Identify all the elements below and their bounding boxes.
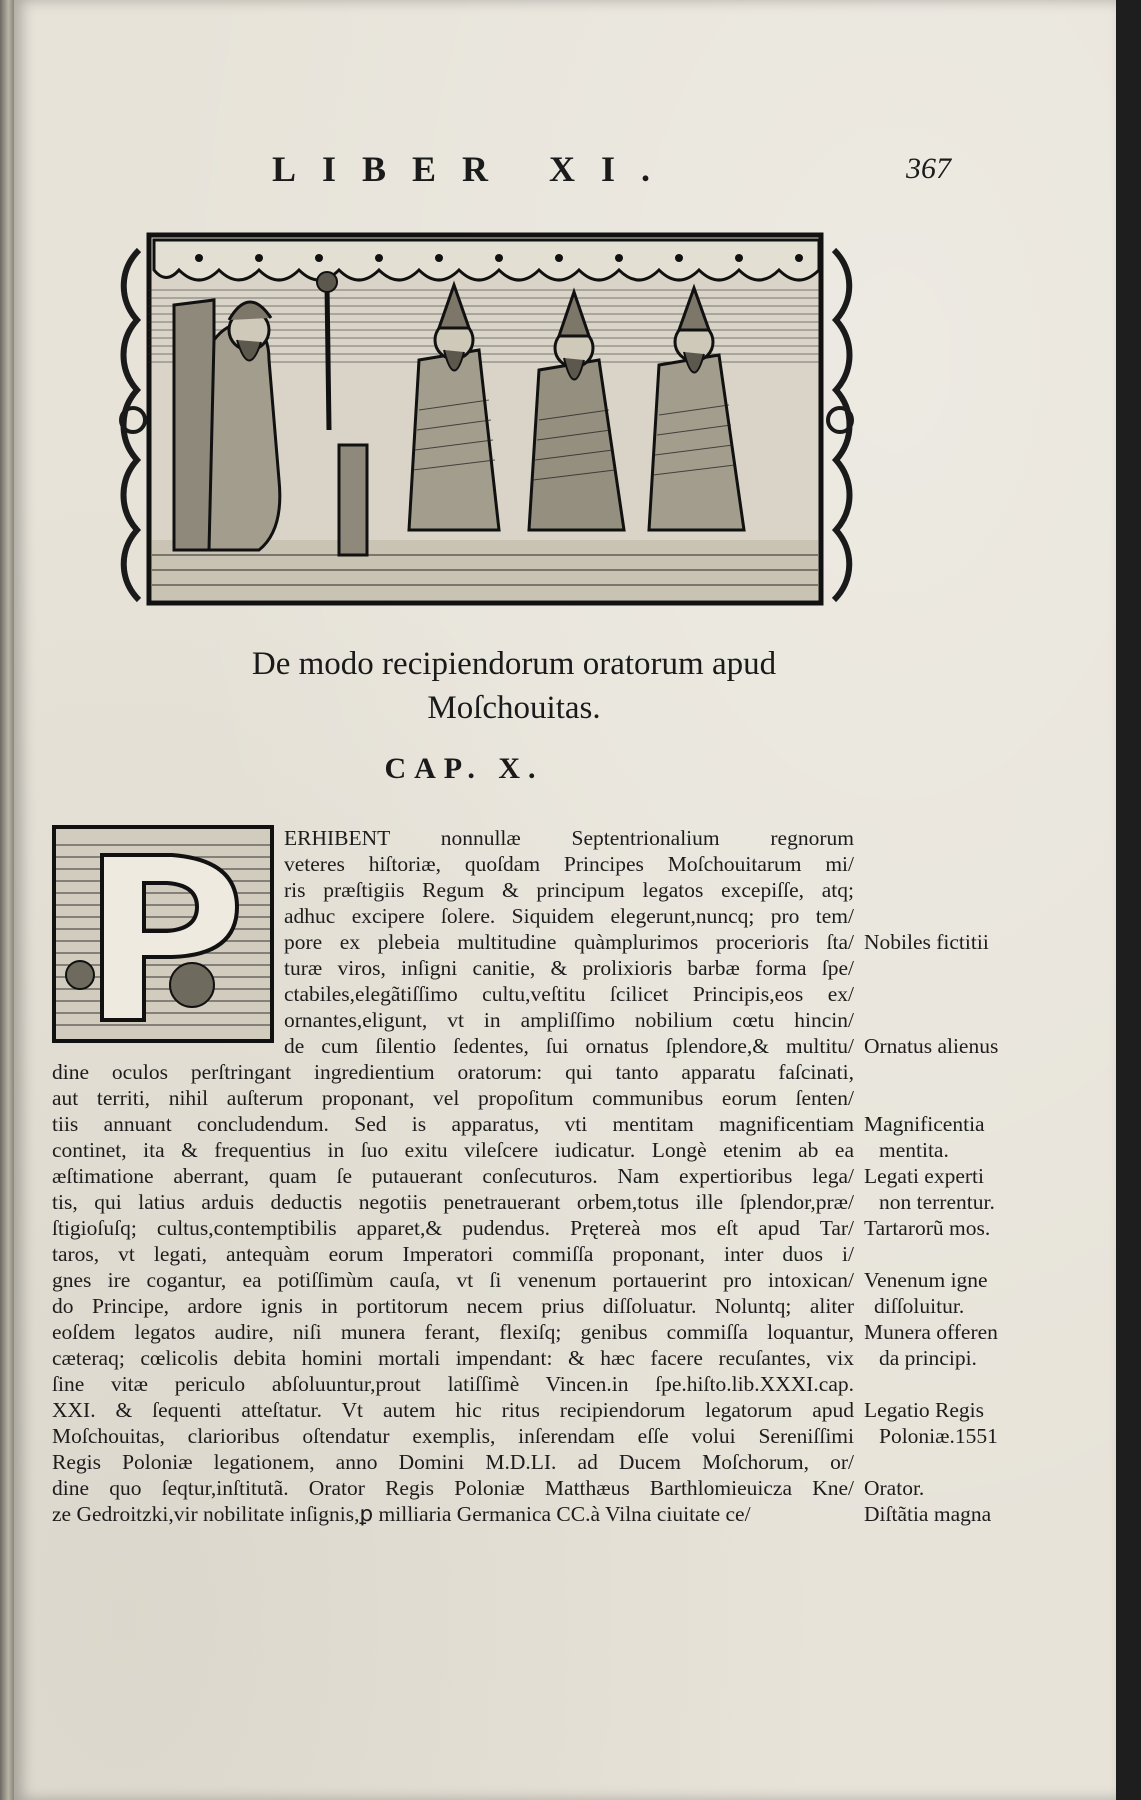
text-line: gnes ire cogantur, ea potiſſimùm cauſa, vt ſi venenum portauerint pro intoxican/ bbox=[52, 1268, 854, 1292]
text-line: veteres hiſtoriæ, quoſdam Principes Moſchouitarum mi/ bbox=[284, 852, 854, 876]
marginal-note: mentita. bbox=[879, 1138, 949, 1162]
marginal-note: Tartarorũ mos. bbox=[864, 1216, 991, 1240]
text-line: tiis annuant concludendum. Sed is apparatus, vti mentitam magnificentiam bbox=[52, 1112, 854, 1136]
decorated-initial bbox=[52, 825, 274, 1043]
text-line: cæteraq; cœlicolis debita homini mortali impendant: & hæc facere recuſantes, vix bbox=[52, 1346, 854, 1370]
marginal-note: Munera offeren bbox=[864, 1320, 998, 1344]
text-line: continet, ita & frequentius in ſuo exitu vileſcere iudicatur. Longè etenim ab ea bbox=[52, 1138, 854, 1162]
text-line: do Principe, ardore ignis in portitorum necem prius diſſoluatur. Noluntq; aliter bbox=[52, 1294, 854, 1318]
running-title: LIBER XI. bbox=[272, 149, 677, 189]
marginal-note: Orator. bbox=[864, 1476, 925, 1500]
text-line: turæ viros, inſigni canitie, & prolixioris barbæ forma ſpe/ bbox=[284, 956, 854, 980]
marginal-note: diſſoluitur. bbox=[874, 1294, 965, 1318]
marginal-note: Magnificentia bbox=[864, 1112, 985, 1136]
marginal-note: da principi. bbox=[879, 1346, 977, 1370]
text-line: XXI. & ſequenti atteſtatur. Vt autem hic ritus recipiendorum legatorum apud bbox=[52, 1398, 854, 1422]
text-line: Regis Poloniæ legationem, anno Domini M.D.LI. ad Ducem Moſchorum, or/ bbox=[52, 1450, 854, 1474]
marginal-note: Ornatus alienus bbox=[864, 1034, 999, 1058]
book-spine bbox=[0, 0, 14, 1800]
text-line: tis, qui latius arduis deductis negotiis penetrauerant orbem,totus ille ſplendor,præ/ bbox=[52, 1190, 854, 1214]
marginal-note: Nobiles fictitii bbox=[864, 930, 989, 954]
text-line: ze Gedroitzki,vir nobilitate inſignis,ꝑ milliaria Germanica CC.à Vilna ciuitate ce/ bbox=[52, 1502, 751, 1526]
text-line: ERHIBENT nonnullæ Septentrionalium regnorum bbox=[284, 826, 854, 850]
page-header bbox=[14, 148, 1116, 188]
text-line: eoſdem legatos audire, niſi munera ferant, flexiſq; genibus commiſſa loquantur, bbox=[52, 1320, 854, 1344]
marginal-note: Legati experti bbox=[864, 1164, 984, 1188]
book-page bbox=[14, 0, 1116, 1800]
page-edge-shadow bbox=[1116, 0, 1141, 1800]
text-line: ſine vitæ periculo abſoluuntur,prout latiſſimè Vincen.in ſpe.hiſto.lib.XXXI.cap. bbox=[52, 1372, 854, 1396]
text-line: aut territi, nihil auſterum proponant, vel propoſitum communibus eorum ſenten/ bbox=[52, 1086, 854, 1110]
marginal-note: Legatio Regis bbox=[864, 1398, 985, 1422]
text-line: dine quo ſeqtur,inſtitutã. Orator Regis Poloniæ Matthæus Barthlomieuicza Kne/ bbox=[52, 1476, 854, 1500]
text-line: taros, vt legati, antequàm eorum Imperatori commiſſa proponant, inter duos i/ bbox=[52, 1242, 854, 1266]
marginal-note: Poloniæ.1551 bbox=[879, 1424, 998, 1448]
woodcut-audience-scene-icon bbox=[119, 230, 854, 610]
text-line: dine oculos perſtringant ingredientium oratorum: qui tanto apparatu faſcinati, bbox=[52, 1060, 854, 1084]
text-line: ris præſtigiis Regum & principum legatos excepiſſe, atq; bbox=[284, 878, 854, 902]
marginal-note: non terrentur. bbox=[879, 1190, 995, 1214]
chapter-title-line-1: De modo recipiendorum oratorum apud bbox=[251, 646, 777, 682]
page-number: 367 bbox=[906, 152, 951, 185]
text-line: de cum ſilentio ſedentes, ſui ornatus ſplendore,& multitu/ bbox=[284, 1034, 854, 1058]
marginal-note: Venenum igne bbox=[864, 1268, 988, 1292]
text-line: ctabiles,elegãtiſſimo cultu,veſtitu ſcilicet Principis,eos ex/ bbox=[284, 982, 854, 1006]
text-line: æſtimatione aberrant, quam ſe putauerant conſecuturos. Nam expertioribus lega/ bbox=[52, 1164, 854, 1188]
woodcut-illustration bbox=[119, 230, 854, 610]
text-line: ornantes,eligunt, vt in ampliſſimo nobilium cœtu hincin/ bbox=[284, 1008, 854, 1032]
chapter-title bbox=[154, 642, 874, 730]
text-line: ſtigioſuſq; cultus,contemptibilis apparet,& pudendus. Prętereà mos eſt apud Tar/ bbox=[52, 1216, 854, 1240]
text-line: Moſchouitas, clarioribus oſtendatur exemplis, inſerendam eſſe volui Sereniſſimi bbox=[52, 1424, 854, 1448]
text-line: adhuc excipere ſolere. Siquidem elegerunt,nuncq; pro tem/ bbox=[284, 904, 854, 928]
chapter-label: CAP. X. bbox=[384, 752, 544, 785]
initial-p-woodcut-icon bbox=[52, 825, 274, 1043]
text-line: pore ex plebeia multitudine quàmplurimos procerioris ſta/ bbox=[284, 930, 854, 954]
chapter-title-line-2: Moſchouitas. bbox=[427, 690, 601, 726]
marginal-note: Diſtãtia magna bbox=[864, 1502, 992, 1526]
